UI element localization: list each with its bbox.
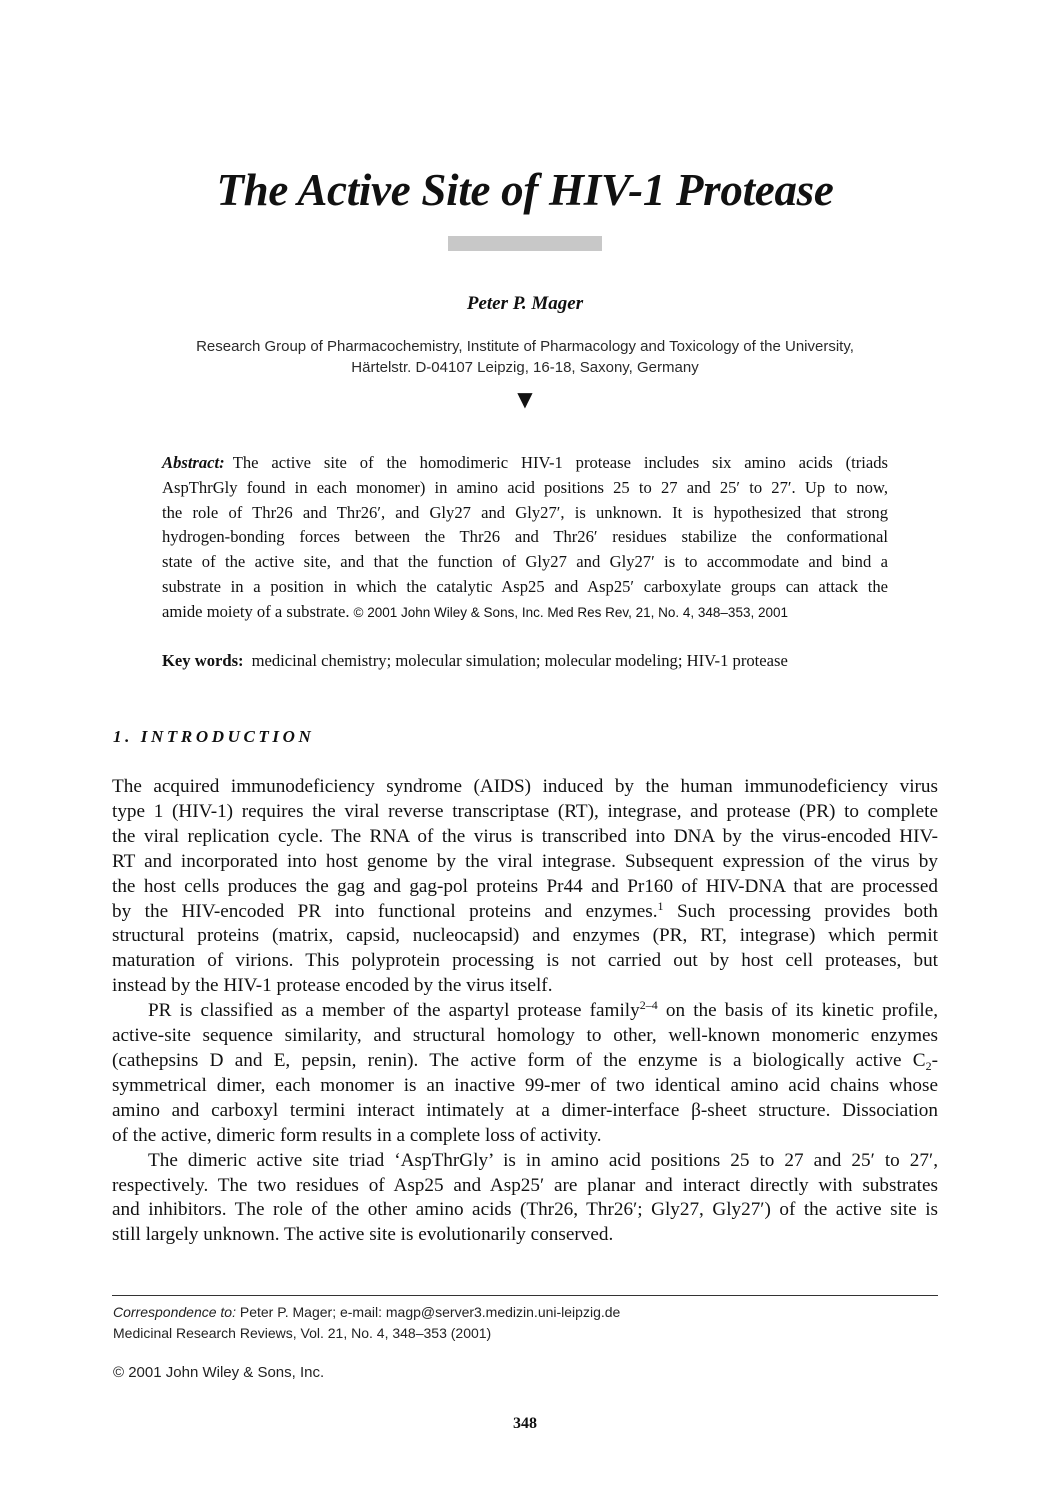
body-line: the viral replication cycle. The RNA of the virus is transcribed into DNA by the virus-encoded HIV- <box>112 825 938 847</box>
body-text <box>112 775 938 1248</box>
body-line: PR is classified as a member of the aspartyl protease family$^{2-4}$ on the basis of its kinetic profile, <box>148 998 939 1022</box>
abstract <box>162 451 888 626</box>
abstract-line: substrate in a position in which the catalytic Asp25 and Asp25′ carboxylate groups can attack the <box>162 576 888 596</box>
affiliation-line: Research Group of Pharmacochemistry, Institute of Pharmacology and Toxicology of the University, <box>196 338 854 355</box>
keywords-text: medicinal chemistry; molecular simulation; molecular modeling; HIV-1 protease <box>251 651 788 670</box>
body-line: (cathepsins D and E, pepsin, renin). The active form of the enzyme is a biologically active $C_2-$ <box>112 1049 938 1073</box>
abstract-label: Abstract: <box>162 453 225 472</box>
citation-sup: 2–4 <box>639 998 658 1013</box>
section-heading: 1. INTRODUCTION <box>113 727 315 746</box>
abstract-line: state of the active site, and that the function of Gly27 and Gly27′ is to accommodate and bind a <box>162 552 888 572</box>
body-line: type 1 (HIV-1) requires the viral reverse transcriptase (RT), integrase, and protease (PR) to complete <box>112 800 938 822</box>
correspondence-line: Correspondence to: Peter P. Mager; e-mail: magp@server3.medizin.uni-leipzig.de <box>113 1304 621 1320</box>
subscript: 2 <box>925 1058 932 1073</box>
footnote <box>113 1302 620 1344</box>
abstract-line: AspThrGly found in each monomer) in amino acid positions 25 to 27 and 25′ to 27′. Up to now, <box>162 477 888 497</box>
copyright: © 2001 John Wiley & Sons, Inc. <box>113 1364 325 1381</box>
triangle-divider-icon: ▼ <box>517 387 533 411</box>
journal-citation: Medicinal Research Reviews, Vol. 21, No. 4, 348–353 (2001) <box>113 1325 492 1341</box>
body-line: symmetrical dimer, each monomer is an inactive 99-mer of two identical amino acid chains whose <box>112 1074 938 1096</box>
author-name: Peter P. Mager <box>466 293 584 314</box>
body-line: instead by the HIV-1 protease encoded by the virus itself. <box>112 975 553 997</box>
body-line: active-site sequence similarity, and structural homology to other, well-known monomeric enzymes <box>112 1025 938 1047</box>
affiliation <box>150 336 900 378</box>
body-line: RT and incorporated into host genome by the viral integrase. Subsequent expression of the virus by <box>112 850 938 872</box>
body-line: of the active, dimeric form results in a complete loss of activity. <box>112 1124 602 1146</box>
abstract-line: amide moiety of a substrate. © 2001 John Wiley & Sons, Inc. Med Res Rev, 21, No. 4, 348–353, 2001 <box>162 601 788 621</box>
body-line: The acquired immunodeficiency syndrome (AIDS) induced by the human immunodeficiency virus <box>112 776 938 797</box>
abstract-copyright: © 2001 John Wiley & Sons, Inc. Med Res Rev, 21, No. 4, 348–353, 2001 <box>353 604 788 620</box>
body-line: still largely unknown. The active site is evolutionarily conserved. <box>112 1224 614 1246</box>
keywords <box>162 651 788 671</box>
body-line: amino and carboxyl termini interact intimately at a dimer-interface β-sheet structure. Dissociation <box>112 1099 938 1121</box>
abstract-line: the role of Thr26 and Thr26′, and Gly27 and Gly27′, is unknown. It is hypothesized that strong <box>162 502 888 522</box>
body-line: structural proteins (matrix, capsid, nucleocapsid) and enzymes (PR, RT, integrase) which permit <box>112 925 938 947</box>
title-underline-bar <box>448 236 602 251</box>
footnote-rule <box>112 1295 938 1296</box>
body-line: maturation of virions. This polyprotein processing is not carried out by host cell proteases, but <box>112 950 938 972</box>
body-line: respectively. The two residues of Asp25 and Asp25′ are planar and interact directly with substrates <box>112 1174 938 1196</box>
body-line: and inhibitors. The role of the other amino acids (Thr26, Thr26′; Gly27, Gly27′) of the active site is <box>112 1199 938 1221</box>
citation-sup: 1 <box>657 898 664 913</box>
body-line: the host cells produces the gag and gag-pol proteins Pr44 and Pr160 of HIV-DNA that are processed <box>112 875 938 897</box>
abstract-line: hydrogen-bonding forces between the Thr26 and Thr26′ residues stabilize the conformational <box>162 527 888 547</box>
correspondence-label: Correspondence to: <box>113 1304 236 1320</box>
body-line: by the HIV-encoded PR into functional proteins and enzymes.$^1$ Such processing provides both <box>112 898 938 922</box>
abstract-line: Abstract: The active site of the homodimeric HIV-1 protease includes six amino acids (triads <box>162 453 888 472</box>
body-line: The dimeric active site triad ‘AspThrGly’ is in amino acid positions 25 to 27 and 25′ to 27′, <box>148 1149 938 1171</box>
keywords-label: Key words: <box>162 651 244 670</box>
page-number: 348 <box>513 1415 537 1432</box>
affiliation-line: Härtelstr. D-04107 Leipzig, 16-18, Saxony, Germany <box>351 359 699 376</box>
paper-title: The Active Site of HIV-1 Protease <box>216 165 834 215</box>
